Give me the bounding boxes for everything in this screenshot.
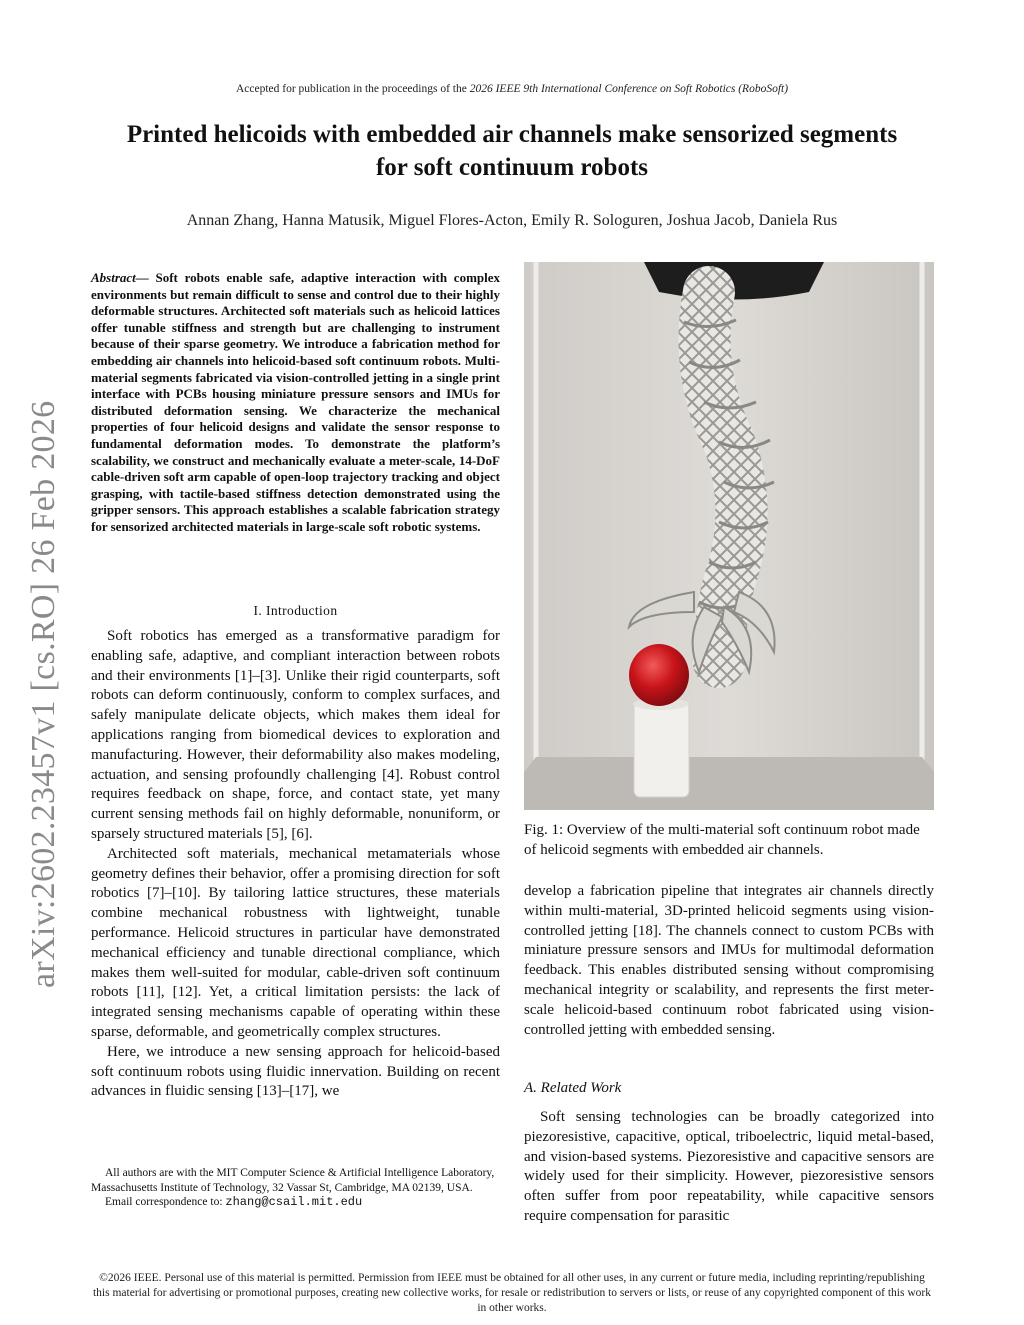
figure-caption: Fig. 1: Overview of the multi-material soft continuum robot made of helicoid segments with embedded air channels. [524, 822, 920, 858]
subsection-heading-related-work: A. Related Work [524, 1080, 622, 1096]
related-work-paragraph: Soft sensing technologies can be broadly categorized into piezoresistive, capacitive, optical, triboelectric, liquid metal-based, and vision-based systems. Piezoresistive and capacitive sensors are widely used for their simplicity. However, piezoresistive sensors often suffer from poor repeatability, while capacitive sensors require compensation for parasitic [524, 1109, 934, 1224]
footnote-email-line [91, 1195, 500, 1210]
author-list: Annan Zhang, Hanna Matusik, Miguel Flores-Acton, Emily R. Sologuren, Joshua Jacob, Daniela Rus [186, 212, 838, 229]
intro-paragraph: Soft robotics has emerged as a transformative paradigm for enabling safe, adaptive, and compliant interaction between robots and their environments [1]–[3]. Unlike their rigid counterparts, soft robots can deform continuously, conform to complex surfaces, and safely manipulate delicate objects, which makes them ideal for applications ranging from biomedical devices to exploration and manufacturing. However, their deformability also makes modeling, actuation, and sensing profoundly challenging [4]. Robust control requires feedback on shape, force, and contact state, yet many current sensing methods fail on highly deformable, nonuniform, or sparsely structured materials [5], [6]. [91, 628, 500, 842]
footnote-email-label: Email correspondence to: [105, 1196, 223, 1209]
introduction-body [91, 627, 500, 1102]
figure-robot-photo [524, 262, 934, 810]
related-work-body [524, 1108, 934, 1227]
acceptance-prefix: Accepted for publication in the proceedings of the [235, 83, 467, 95]
paper-title: Printed helicoids with embedded air channels make sensorized segments for soft continuum robots [126, 121, 898, 181]
section-heading-introduction: I. Introduction [253, 603, 338, 618]
intro-paragraph: Here, we introduce a new sensing approach for helicoid-based soft continuum robots using fluidic innervation. Building on recent advances in fluidic sensing [13]–[17], we [91, 1043, 500, 1100]
footnote [91, 1166, 500, 1210]
intro-paragraph: Architected soft materials, mechanical metamaterials whose geometry defines their behavior, offer a promising direction for soft robotics [7]–[10]. By tailoring lattice structures, these materials combine mechanical robustness with lightweight, tunable performance. Helicoid structures in particular have demonstrated mechanical efficiency and tunable directional compliance, which makes them well-suited for modular, cable-driven soft continuum robots [11], [12]. Yet, a critical limitation persists: the lack of integrated sensing mechanisms capable of operating within these sparse, deformable, and geometrically complex structures. [91, 845, 500, 1040]
abstract-label: Abstract— [91, 270, 149, 285]
apple [629, 644, 689, 706]
footnote-email[interactable]: zhang@csail.mit.edu [225, 1195, 363, 1210]
intro-continuation: develop a fabrication pipeline that integrates air channels directly within multi-material, 3D-printed helicoid segments using vision-controlled jetting [18]. The channels connect to custom PCBs with miniature pressure sensors and IMUs for multimodal deformation feedback. This enables distributed sensing without compromising mechanical integrity or scalability, and represents the first meter-scale helicoid-based continuum robot fabricated using vision-controlled jetting with embedded sensing. [524, 883, 934, 1038]
abstract-text: Soft robots enable safe, adaptive interaction with complex environments but remain difficult to sense and control due to their highly deformable structures. Architected soft materials such as helicoid lattices offer tunable stiffness and strength but are challenging to instrument because of their sparse geometry. We introduce a fabrication method for embedding air channels into helicoid-based soft continuum robots. Multi-material segments fabricated via vision-controlled jetting in a single print interface with PCBs housing miniature pressure sensors and IMUs for distributed deformation sensing. We characterize the mechanical properties of four helicoid designs and validate the sensor response to fundamental deformation modes. To demonstrate the platform’s scalability, we construct and mechanically evaluate a meter-scale, 14-DoF cable-driven soft arm capable of open-loop trajectory tracking and object grasping, with tactile-based stiffness detection demonstrated using the gripper sensors. This approach establishes a scalable fabrication strategy for sensorized architected materials in large-scale soft robotic systems. [91, 270, 501, 534]
copyright-notice: ©2026 IEEE. Personal use of this material is permitted. Permission from IEEE must be obtained for all other uses, in any current or future media, including reprinting/republishing this material for advertising or promotional purposes, creating new collective works, for resale or redistribution to servers or lists, or reuse of any copyrighted component of this work in other works. [92, 1272, 931, 1314]
footnote-affiliation: All authors are with the MIT Computer Science & Artificial Intelligence Laboratory, Massachusetts Institute of Technology, 32 Vassar St, Cambridge, MA 02139, USA. [91, 1167, 495, 1194]
arxiv-stamp: arXiv:2602.23457v1 [cs.RO] 26 Feb 2026 [25, 400, 62, 988]
abstract [91, 270, 500, 536]
pedestal [634, 702, 689, 797]
acceptance-note [0, 83, 1024, 95]
floor [524, 757, 934, 810]
acceptance-venue: 2026 IEEE 9th International Conference on Soft Robotics (RoboSoft) [469, 83, 789, 95]
robot-illustration [524, 262, 934, 810]
